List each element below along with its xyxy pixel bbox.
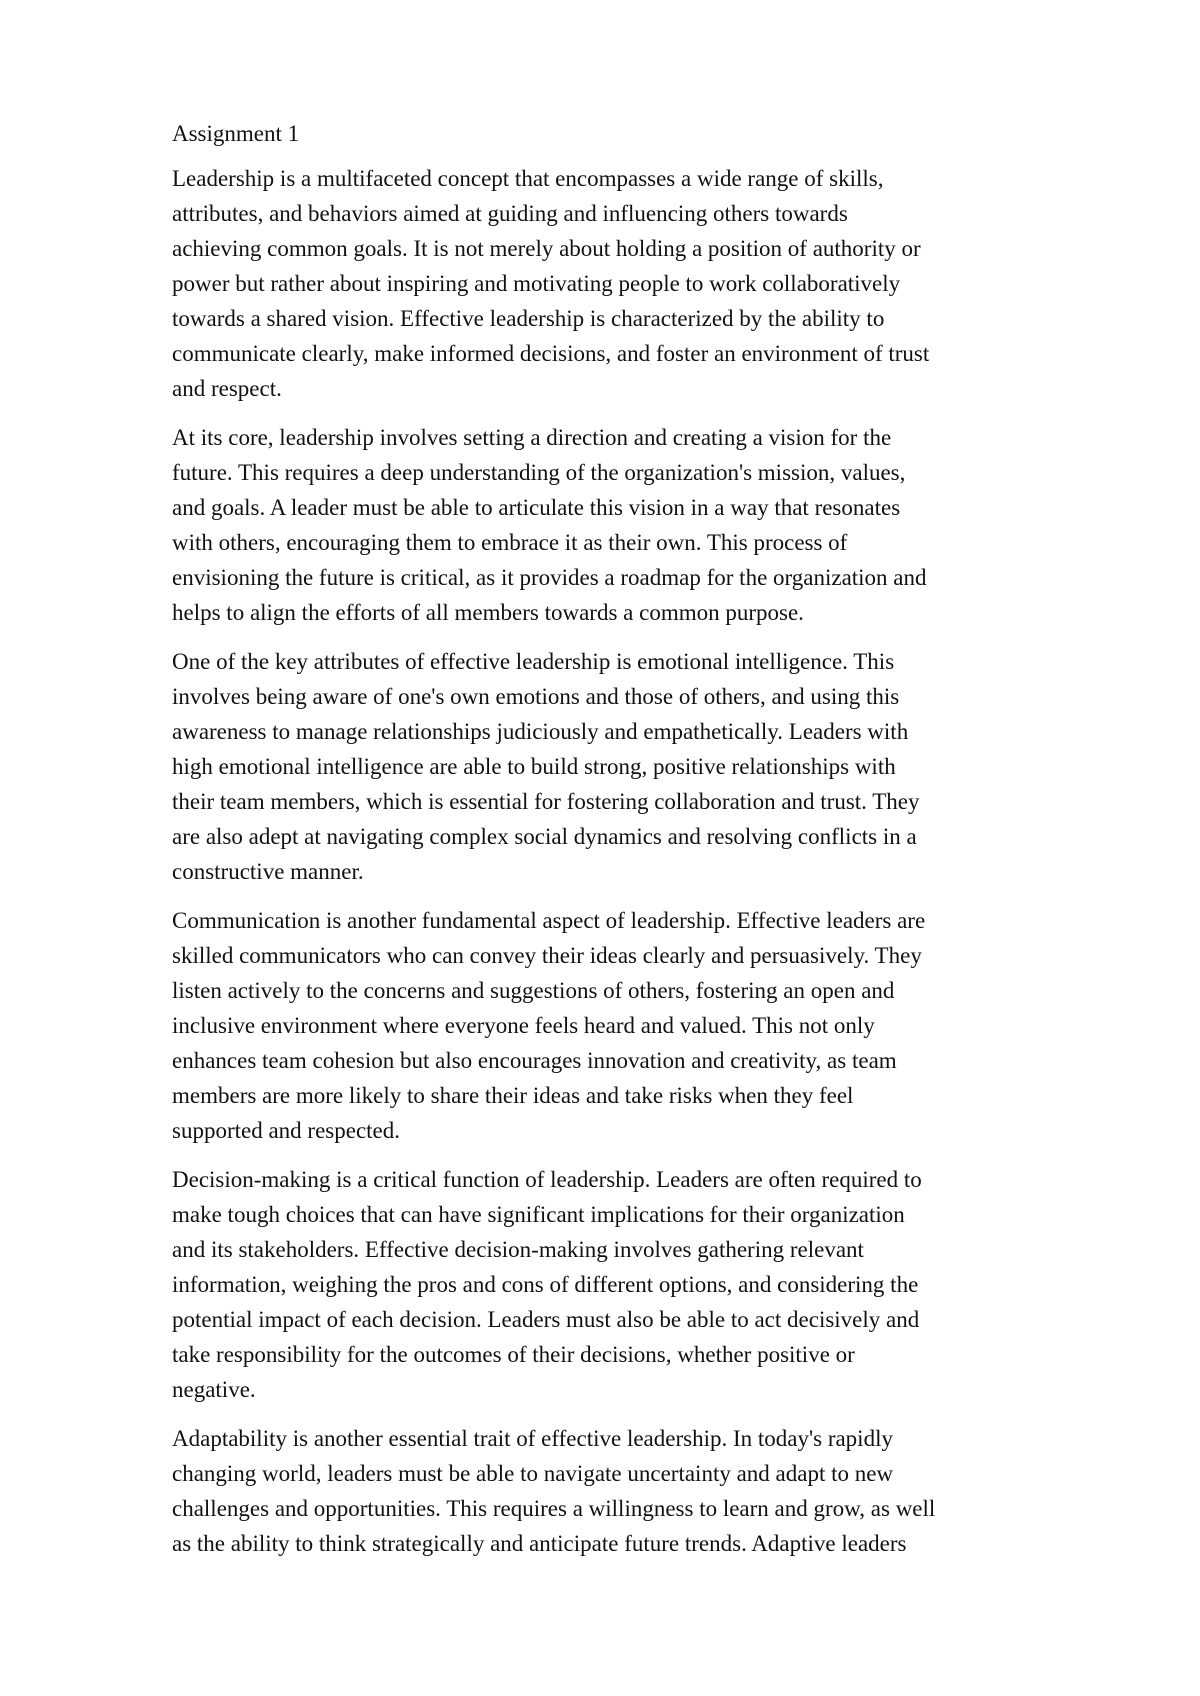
text-line: their team members, which is essential for fostering collaboration and trust. They xyxy=(172,789,920,814)
text-line: communicate clearly, make informed decisions, and foster an environment of trust xyxy=(172,341,930,366)
text-line: Leadership is a multifaceted concept that encompasses a wide range of skills, xyxy=(172,166,884,191)
text-line: make tough choices that can have significant implications for their organization xyxy=(172,1202,905,1227)
text-line: At its core, leadership involves setting a direction and creating a vision for the xyxy=(172,425,892,450)
text-line: are also adept at navigating complex social dynamics and resolving conflicts in a xyxy=(172,824,917,849)
text-line: and goals. A leader must be able to articulate this vision in a way that resonates xyxy=(172,495,901,520)
paragraph xyxy=(172,1421,1122,1561)
paragraph xyxy=(172,1162,1122,1407)
paragraph-list xyxy=(172,161,1122,1561)
text-line: attributes, and behaviors aimed at guiding and influencing others towards xyxy=(172,201,848,226)
text-line: challenges and opportunities. This requires a willingness to learn and grow, as well xyxy=(172,1496,936,1521)
text-line: envisioning the future is critical, as it provides a roadmap for the organization and xyxy=(172,565,927,590)
paragraph xyxy=(172,420,1122,630)
text-line: towards a shared vision. Effective leadership is characterized by the ability to xyxy=(172,306,885,331)
text-line: as the ability to think strategically and anticipate future trends. Adaptive leaders xyxy=(172,1531,907,1556)
text-line: awareness to manage relationships judiciously and empathetically. Leaders with xyxy=(172,719,909,744)
text-line: future. This requires a deep understanding of the organization's mission, values, xyxy=(172,460,906,485)
text-line: Decision-making is a critical function of leadership. Leaders are often required to xyxy=(172,1167,922,1192)
text-line: helps to align the efforts of all members towards a common purpose. xyxy=(172,600,804,625)
document-title: Assignment 1 xyxy=(172,121,300,146)
text-line: and its stakeholders. Effective decision-making involves gathering relevant xyxy=(172,1237,864,1262)
paragraph xyxy=(172,644,1122,889)
text-line: listen actively to the concerns and suggestions of others, fostering an open and xyxy=(172,978,895,1003)
text-line: high emotional intelligence are able to build strong, positive relationships with xyxy=(172,754,896,779)
text-line: involves being aware of one's own emotions and those of others, and using this xyxy=(172,684,900,709)
text-line: inclusive environment where everyone feels heard and valued. This not only xyxy=(172,1013,875,1038)
text-line: negative. xyxy=(172,1377,256,1402)
text-line: potential impact of each decision. Leaders must also be able to act decisively and xyxy=(172,1307,920,1332)
text-line: power but rather about inspiring and motivating people to work collaboratively xyxy=(172,271,901,296)
text-line: members are more likely to share their ideas and take risks when they feel xyxy=(172,1083,854,1108)
text-line: with others, encouraging them to embrace it as their own. This process of xyxy=(172,530,848,555)
text-line: skilled communicators who can convey their ideas clearly and persuasively. They xyxy=(172,943,922,968)
text-line: One of the key attributes of effective leadership is emotional intelligence. This xyxy=(172,649,895,674)
text-line: supported and respected. xyxy=(172,1118,401,1143)
text-line: enhances team cohesion but also encourages innovation and creativity, as team xyxy=(172,1048,897,1073)
text-line: Adaptability is another essential trait of effective leadership. In today's rapidly xyxy=(172,1426,893,1451)
document-body xyxy=(172,116,1122,1575)
text-line: achieving common goals. It is not merely about holding a position of authority or xyxy=(172,236,921,261)
paragraph xyxy=(172,161,1122,406)
paragraph xyxy=(172,903,1122,1148)
text-line: Communication is another fundamental aspect of leadership. Effective leaders are xyxy=(172,908,926,933)
text-line: and respect. xyxy=(172,376,282,401)
text-line: information, weighing the pros and cons of different options, and considering the xyxy=(172,1272,919,1297)
text-line: changing world, leaders must be able to navigate uncertainty and adapt to new xyxy=(172,1461,894,1486)
text-line: take responsibility for the outcomes of their decisions, whether positive or xyxy=(172,1342,855,1367)
text-line: constructive manner. xyxy=(172,859,364,884)
